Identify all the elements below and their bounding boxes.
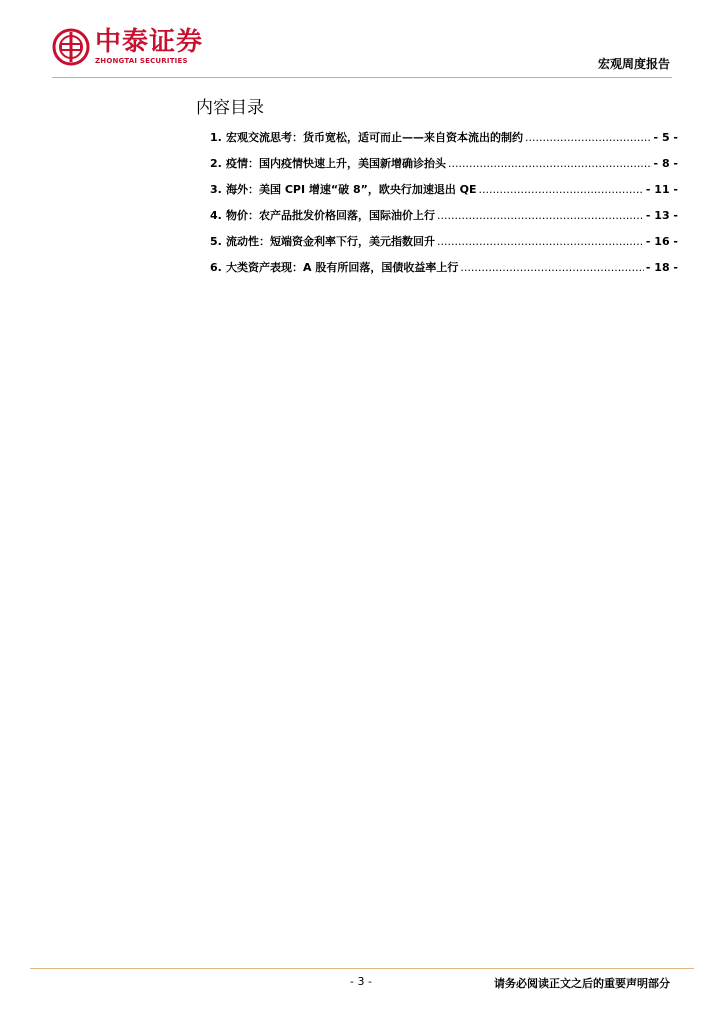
toc-title: 内容目录: [196, 98, 264, 118]
toc-dot-leader: [437, 235, 644, 248]
toc-item-number: 5.: [210, 235, 222, 248]
toc-item[interactable]: [210, 207, 678, 233]
toc-dot-leader: [525, 131, 652, 144]
toc-item-title: 疫情：国内疫情快速上升，美国新增确诊抬头: [226, 157, 446, 170]
toc-item-page: - 8 -: [653, 157, 678, 170]
header-divider: [52, 77, 672, 78]
toc-item[interactable]: [210, 155, 678, 181]
toc-dot-leader: [479, 183, 644, 196]
toc-item-number: 1.: [210, 131, 222, 144]
toc-dot-leader: [437, 209, 644, 222]
toc-item-number: 2.: [210, 157, 222, 170]
toc-item-number: 6.: [210, 261, 222, 274]
toc-item-page: - 11 -: [645, 183, 678, 196]
footer-disclaimer: 请务必阅读正文之后的重要声明部分: [494, 977, 670, 990]
toc-item-number: 3.: [210, 183, 222, 196]
table-of-contents: [210, 129, 678, 285]
report-type: 宏观周度报告: [597, 57, 670, 71]
company-name-cn: 中泰证券: [95, 27, 204, 57]
toc-item-title: 物价：农产品批发价格回落，国际油价上行: [226, 209, 435, 222]
toc-item-page: - 13 -: [645, 209, 678, 222]
toc-item-page: - 5 -: [653, 131, 678, 144]
toc-item-page: - 18 -: [645, 261, 678, 274]
toc-item-title: 宏观交流思考：货币宽松，适可而止——来自资本流出的制约: [226, 131, 523, 144]
company-name-en: ZHONGTAI SECURITIES: [95, 57, 188, 65]
page-number: - 3 -: [350, 975, 372, 988]
toc-item[interactable]: [210, 181, 678, 207]
footer-divider: [30, 968, 694, 969]
toc-dot-leader: [448, 157, 652, 170]
toc-item-number: 4.: [210, 209, 222, 222]
toc-item[interactable]: [210, 129, 678, 155]
toc-item[interactable]: [210, 259, 678, 285]
brand-text: [95, 28, 203, 66]
toc-item-title: 流动性：短端资金利率下行，美元指数回升: [226, 235, 435, 248]
toc-item-title: 海外：美国 CPI 增速“破 8”，欧央行加速退出 QE: [226, 183, 477, 196]
toc-item[interactable]: [210, 233, 678, 259]
toc-dot-leader: [460, 261, 644, 274]
company-logo: [52, 28, 203, 66]
zhongtai-logo-icon: [52, 28, 90, 66]
toc-item-title: 大类资产表现：A 股有所回落，国债收益率上行: [226, 261, 459, 274]
toc-item-page: - 16 -: [645, 235, 678, 248]
